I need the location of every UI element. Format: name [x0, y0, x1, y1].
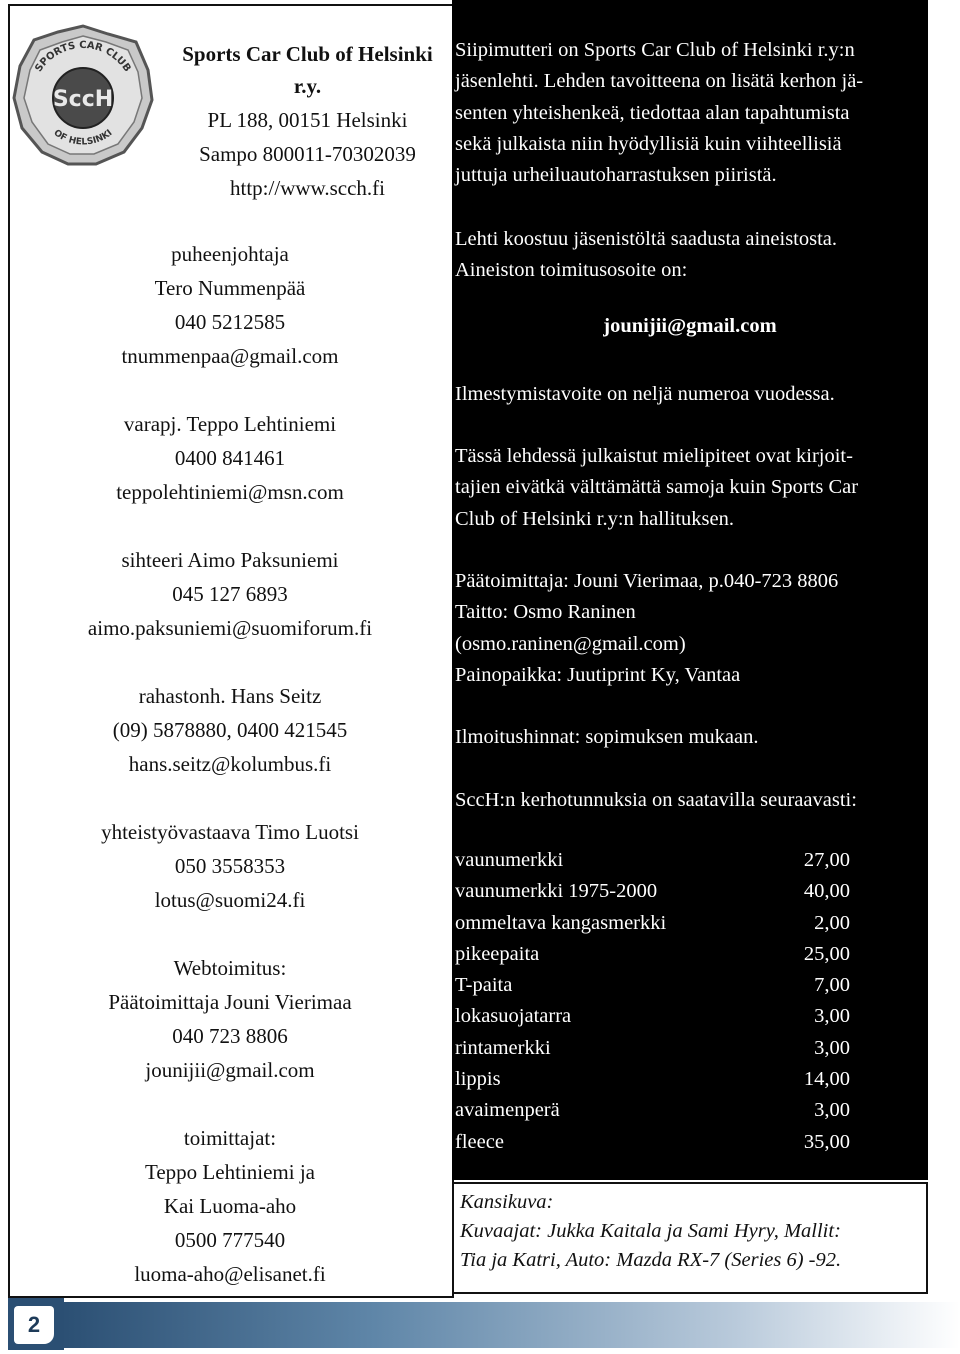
- text-line: Club of Helsinki r.y:n hallituksen.: [455, 507, 735, 530]
- text-line: tajien eivätkä välttämättä samoja kuin Sports Car: [455, 476, 859, 499]
- contact-line: Webtoimitus:: [173, 956, 287, 980]
- price-item: lippis: [455, 1068, 501, 1091]
- contact-block: [20, 679, 440, 781]
- price-value: 3,00: [814, 1036, 850, 1059]
- contact-line: rahastonh. Hans Seitz: [138, 684, 322, 708]
- text-line: sekä julkaista niin hyödyllisiä kuin viihteellisiä: [455, 132, 842, 155]
- club-name: [165, 38, 450, 102]
- price-item: vaunumerkki: [455, 849, 564, 871]
- contact-line: 040 723 8806: [172, 1024, 288, 1048]
- contact-line: 0500 777540: [174, 1228, 286, 1252]
- text-line: Painopaikka: Juutiprint Ky, Vantaa: [455, 663, 741, 686]
- contact-line: sihteeri Aimo Paksuniemi: [121, 548, 339, 572]
- price-value: 14,00: [803, 1068, 850, 1091]
- price-item: pikeepaita: [455, 942, 540, 965]
- price-value: 35,00: [803, 1130, 850, 1153]
- contact-line: Päätoimittaja Jouni Vierimaa: [108, 990, 352, 1014]
- price-value: 40,00: [803, 880, 850, 903]
- club-address: PL 188, 00151 Helsinki: [207, 108, 408, 132]
- price-value: 27,00: [803, 849, 850, 871]
- club-name-line: Sports Car Club of Helsinki: [182, 42, 433, 66]
- price-row: [455, 876, 850, 907]
- price-item: T-paita: [455, 974, 513, 997]
- price-item: fleece: [455, 1130, 504, 1153]
- contact-line: jounijii@gmail.com: [145, 1058, 315, 1082]
- price-row: [455, 1127, 850, 1158]
- contact-block: [20, 407, 440, 509]
- credits: [455, 566, 925, 691]
- text-line: Tässä lehdessä julkaistut mielipiteet ovat kirjoit-: [455, 445, 853, 467]
- price-item: lokasuojatarra: [455, 1005, 572, 1028]
- contact-block: [20, 1121, 440, 1291]
- cover-credit-line: Kuvaajat: Jukka Kaitala ja Sami Hyry, Mallit:: [460, 1220, 841, 1242]
- text-line: senten yhteishenkeä, tiedottaa alan tapahtumista: [455, 101, 850, 124]
- price-value: 3,00: [814, 1005, 850, 1028]
- text-line: jäsenlehti. Lehden tavoitteena on lisätä kerhon jä-: [455, 70, 864, 93]
- price-value: 2,00: [814, 911, 850, 934]
- contact-block: [20, 237, 440, 373]
- price-item: rintamerkki: [455, 1036, 551, 1059]
- contact-line: Tero Nummenpää: [154, 276, 306, 300]
- scch-logo: [8, 20, 158, 170]
- price-row: [455, 970, 850, 1001]
- club-details: [165, 103, 450, 205]
- price-row: [455, 1001, 850, 1032]
- contact-line: 045 127 6893: [172, 582, 288, 606]
- contact-line: lotus@suomi24.fi: [154, 888, 306, 912]
- contact-line: Kai Luoma-aho: [163, 1194, 297, 1218]
- text-line: Siipimutteri on Sports Car Club of Helsinki r.y:n: [455, 39, 855, 61]
- disclaimer: [455, 441, 925, 535]
- contact-line: tnummenpaa@gmail.com: [121, 344, 339, 368]
- text-line: Päätoimittaja: Jouni Vierimaa, p.040-723 8806: [455, 570, 839, 592]
- magazine-intro: [455, 35, 925, 191]
- text-line: Taitto: Osmo Raninen: [455, 601, 636, 624]
- ad-prices: Ilmoitushinnat: sopimuksen mukaan.: [455, 726, 759, 748]
- logo-center-text: SccH: [52, 87, 114, 112]
- publication-frequency: Ilmestymistavoite on neljä numeroa vuodessa.: [455, 383, 835, 405]
- price-value: 3,00: [814, 1099, 850, 1122]
- cover-caption: [452, 1182, 928, 1294]
- contact-block: [20, 951, 440, 1087]
- club-bank-account: Sampo 800011-70302039: [199, 142, 416, 166]
- footer-gradient-bar: [60, 1302, 960, 1348]
- price-row: [455, 1033, 850, 1064]
- contact-line: teppolehtiniemi@msn.com: [116, 480, 344, 504]
- submission-email-link[interactable]: jounijii@gmail.com: [603, 315, 777, 337]
- price-row: [455, 1064, 850, 1095]
- club-name-suffix: r.y.: [293, 74, 322, 98]
- contact-line: puheenjohtaja: [171, 242, 289, 266]
- price-value: 7,00: [814, 974, 850, 997]
- text-line: Aineiston toimitusosoite on:: [455, 259, 688, 282]
- contact-line: 050 3558353: [174, 854, 286, 878]
- merch-heading: SccH:n kerhotunnuksia on saatavilla seuraavasti:: [455, 789, 857, 811]
- logo-ring-text: SPORTS CAR CLUB: [33, 39, 133, 75]
- price-row: [455, 939, 850, 970]
- text-line: juttuja urheiluautoharrastuksen piiristä.: [455, 164, 777, 187]
- material-info: [455, 224, 925, 287]
- board-contacts: [20, 237, 440, 1325]
- price-item: vaunumerkki 1975-2000: [455, 880, 658, 903]
- price-row: [455, 1095, 850, 1126]
- contact-line: 040 5212585: [174, 310, 286, 334]
- logo-bottom-text: OF HELSINKI: [51, 128, 115, 148]
- contact-line: (09) 5878880, 0400 421545: [112, 718, 348, 742]
- price-item: ommeltava kangasmerkki: [455, 911, 667, 934]
- price-value: 25,00: [803, 942, 850, 965]
- price-row: [455, 845, 850, 876]
- text-line: (osmo.raninen@gmail.com): [455, 632, 686, 655]
- contact-block: [20, 543, 440, 645]
- contact-line: aimo.paksuniemi@suomiforum.fi: [87, 616, 373, 640]
- contact-line: Teppo Lehtiniemi ja: [145, 1160, 315, 1184]
- contact-line: toimittajat:: [183, 1126, 277, 1150]
- contact-line: hans.seitz@kolumbus.fi: [128, 752, 332, 776]
- cover-heading: Kansikuva:: [460, 1191, 554, 1213]
- contact-block: [20, 815, 440, 917]
- price-item: avaimenperä: [455, 1099, 560, 1122]
- text-line: Lehti koostuu jäsenistöltä saadusta aineistosta.: [455, 228, 838, 250]
- contact-line: yhteistyövastaava Timo Luotsi: [101, 820, 359, 844]
- contact-line: luoma-aho@elisanet.fi: [134, 1262, 326, 1286]
- contact-line: varapj. Teppo Lehtiniemi: [123, 412, 337, 436]
- cover-credit-line: Tia ja Katri, Auto: Mazda RX-7 (Series 6) -92.: [460, 1249, 842, 1271]
- contact-line: 0400 841461: [174, 446, 286, 470]
- price-row: [455, 908, 850, 939]
- page-number: 2: [14, 1306, 54, 1344]
- club-website-link[interactable]: http://www.scch.fi: [230, 176, 385, 200]
- merch-price-list: [455, 845, 850, 1158]
